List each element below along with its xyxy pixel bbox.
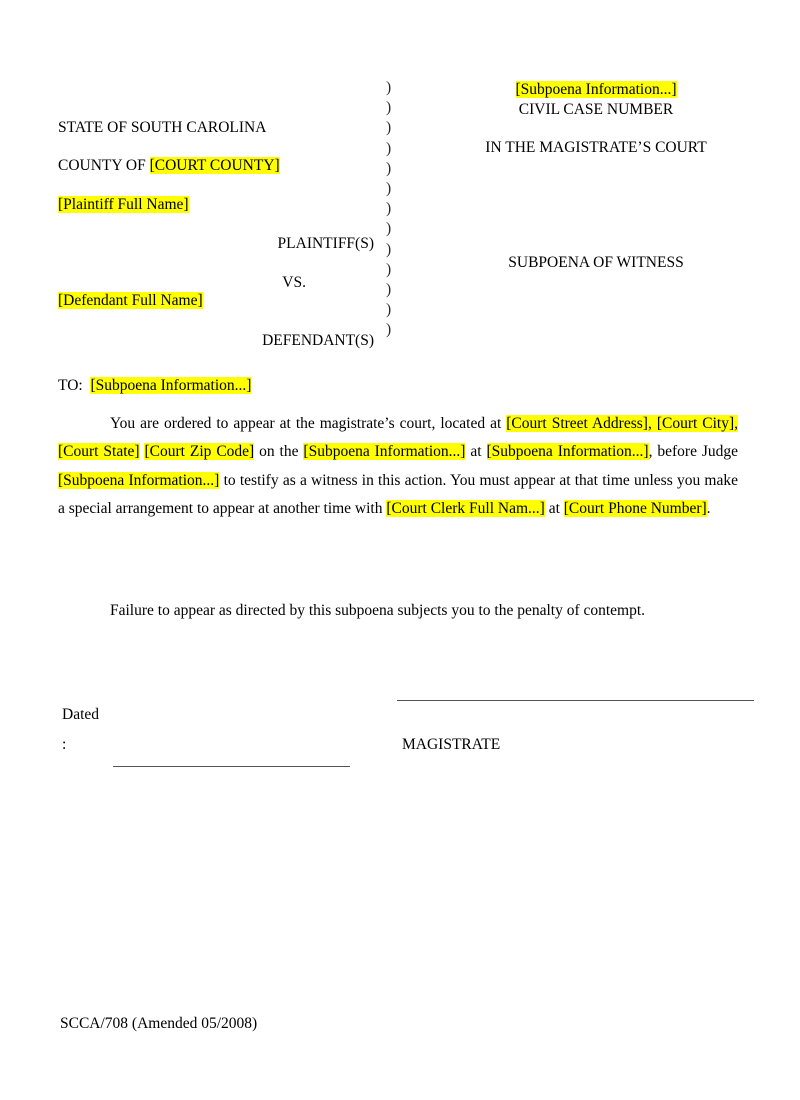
- court-phone-number-field[interactable]: [Court Phone Number]: [563, 500, 707, 518]
- caption-paren-glyph: ): [386, 260, 392, 278]
- order-text-7: , before Judge: [648, 443, 739, 461]
- caption-paren-glyph: ): [386, 119, 392, 137]
- dated-signature-line[interactable]: [113, 766, 350, 767]
- dated-colon: :: [62, 736, 67, 753]
- court-street-address-field[interactable]: [Court Street Address]: [506, 415, 648, 432]
- contempt-notice: Failure to appear as directed by this subpoena subjects you to the penalty of contempt.: [110, 602, 646, 619]
- order-text-1: You are ordered to appear at the magistrate’s court, located at: [110, 415, 507, 432]
- caption-paren-glyph: ): [386, 99, 392, 117]
- recipient-field[interactable]: [Subpoena Information...]: [90, 377, 252, 394]
- order-text-8: to testify as a witness in this action. You must appear at that time unless you make a special arrangement to appear at another time with: [58, 471, 738, 518]
- signature-block: [0, 690, 800, 780]
- caption-paren-glyph: ): [386, 179, 392, 197]
- caption-paren-glyph: ): [386, 301, 392, 319]
- civil-case-number-label: CIVIL CASE NUMBER: [518, 101, 674, 118]
- judge-name-field[interactable]: [Subpoena Information...]: [58, 471, 220, 489]
- magistrate-label: MAGISTRATE: [402, 736, 501, 753]
- order-text-10: .: [706, 500, 711, 518]
- civil-case-number-line: [406, 82, 786, 98]
- court-name-line: IN THE MAGISTRATE’S COURT: [485, 139, 707, 156]
- state-line: STATE OF SOUTH CAROLINA: [58, 119, 267, 136]
- order-text-3: ,: [734, 415, 739, 432]
- order-text-2: ,: [647, 415, 657, 432]
- defendant-role-label: DEFENDANT(S): [262, 332, 374, 349]
- to-label: TO:: [58, 377, 91, 394]
- court-clerk-name-field[interactable]: [Court Clerk Full Nam...]: [386, 500, 545, 518]
- caption-paren-glyph: ): [386, 321, 392, 339]
- dated-label: Dated: [62, 706, 100, 723]
- defendant-name-line: [58, 293, 203, 309]
- caption-paren-glyph: ): [386, 79, 392, 96]
- plaintiff-name-field[interactable]: [Plaintiff Full Name]: [58, 196, 189, 213]
- appearance-date-field[interactable]: [Subpoena Information...]: [303, 443, 466, 461]
- versus-label: VS.: [282, 274, 306, 291]
- plaintiff-name-line: [58, 197, 189, 213]
- civil-case-number-field[interactable]: [Subpoena Information...]: [515, 81, 677, 98]
- appearance-time-field[interactable]: [Subpoena Information...]: [486, 443, 649, 461]
- caption-paren-glyph: ): [386, 240, 392, 258]
- order-paragraph: [58, 410, 738, 524]
- plaintiff-role-label: PLAINTIFF(S): [277, 235, 374, 252]
- caption-paren-glyph: ): [386, 159, 392, 177]
- order-text-5: on the: [254, 443, 304, 461]
- order-text-9: at: [544, 500, 564, 518]
- court-state-field[interactable]: [Court State]: [58, 443, 140, 461]
- caption-paren-glyph: ): [386, 280, 392, 298]
- court-city-field[interactable]: [Court City]: [656, 415, 735, 432]
- caption-paren-glyph: ): [386, 139, 392, 157]
- county-label: COUNTY OF: [58, 157, 150, 174]
- recipient-line: [58, 377, 251, 395]
- county-field[interactable]: [COURT COUNTY]: [149, 157, 280, 174]
- document-title: SUBPOENA OF WITNESS: [508, 254, 684, 271]
- order-text-6: at: [465, 443, 487, 461]
- caption-paren-glyph: ): [386, 220, 392, 238]
- form-footer: SCCA/708 (Amended 05/2008): [60, 1015, 258, 1032]
- court-zip-code-field[interactable]: [Court Zip Code]: [144, 443, 255, 461]
- caption-paren-glyph: ): [386, 200, 392, 218]
- magistrate-signature-line[interactable]: [397, 700, 754, 701]
- defendant-name-field[interactable]: [Defendant Full Name]: [58, 292, 203, 309]
- caption-paren-separator: [386, 78, 406, 340]
- case-caption-block: [0, 78, 800, 349]
- county-line: [58, 158, 280, 174]
